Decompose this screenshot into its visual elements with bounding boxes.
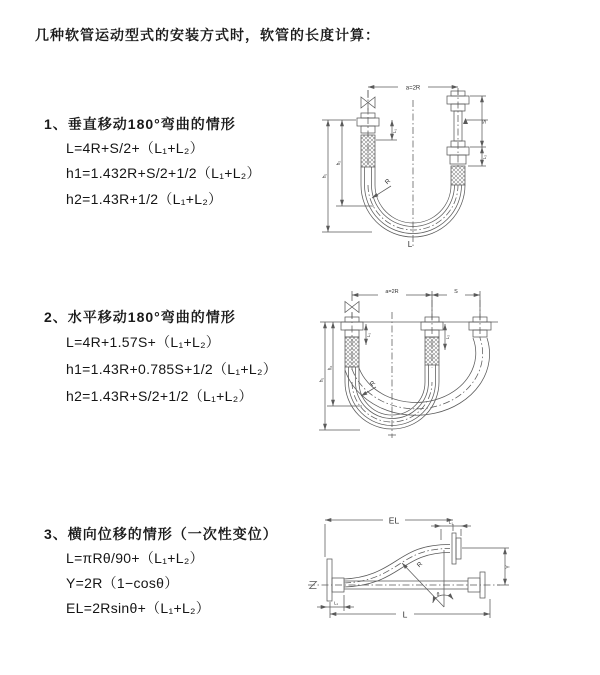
dim-label-r: R (415, 560, 425, 570)
formula-2-h1: h1=1.43R+0.785S+1/2（L₁+L₂） (66, 361, 277, 377)
diagram-lateral-displacement (305, 508, 535, 623)
dim-label-y: Y (505, 565, 512, 569)
dim-label-l1: L₁ (366, 332, 371, 338)
diagram-vertical-180-bend (318, 80, 496, 252)
dim-label-l1: L₁ (392, 128, 397, 134)
dim-label-h1: h₁ (319, 377, 325, 383)
section-3-heading: 3、横向位移的情形（一次性变位） (44, 526, 278, 542)
formula-3-L: L=πRθ/90+（L₁+L₂） (66, 550, 204, 566)
section-2-heading: 2、水平移动180°弯曲的情形 (44, 309, 236, 325)
formula-2-h2: h2=1.43R+S/2+1/2（L₁+L₂） (66, 388, 253, 404)
section-1-heading: 1、垂直移动180°弯曲的情形 (44, 116, 236, 132)
dim-label-a2r: a=2R (405, 85, 421, 92)
dim-label-l: L (407, 240, 413, 249)
dim-label-l1-top: L₁ (448, 520, 454, 525)
formula-2-L: L=4R+1.57S+（L₁+L₂） (66, 334, 221, 350)
dim-label-r: R (368, 379, 378, 389)
dim-label-r: R (383, 177, 393, 187)
dim-label-l2: L₂ (445, 334, 450, 340)
page-title: 几种软管运动型式的安装方式时，软管的长度计算： (35, 27, 380, 43)
formula-1-h1: h1=1.432R+S/2+1/2（L₁+L₂） (66, 165, 261, 181)
dim-label-s: S (454, 289, 458, 295)
dim-label-h1: h₁ (322, 173, 328, 179)
dim-label-l2: L₂ (482, 154, 487, 160)
dim-label-s: S (482, 120, 488, 124)
diagram-horizontal-180-bend (316, 288, 521, 444)
dim-label-l1-bottom: L₁ (333, 600, 339, 606)
formula-3-EL: EL=2Rsinθ+（L₁+L₂） (66, 600, 211, 616)
dim-label-theta: θ (436, 592, 440, 598)
dim-label-el: EL (388, 515, 400, 526)
dim-label-a2r: a=2R (385, 289, 399, 295)
formula-1-L: L=4R+S/2+（L₁+L₂） (66, 140, 204, 156)
dim-label-l: L (402, 609, 408, 620)
formula-1-h2: h2=1.43R+1/2（L₁+L₂） (66, 191, 223, 207)
formula-3-Y: Y=2R（1−cosθ） (66, 575, 179, 591)
dim-label-h2: h₂ (327, 365, 334, 371)
dim-label-h2: h₂ (336, 160, 342, 166)
